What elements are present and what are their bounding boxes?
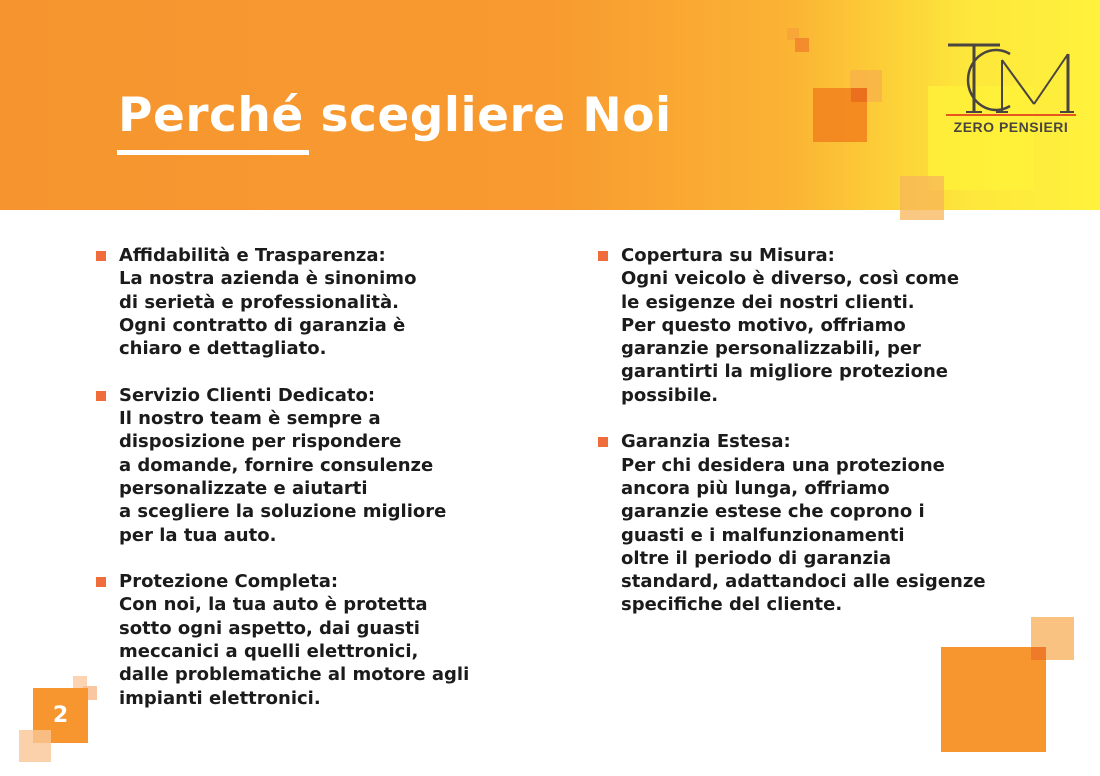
item-title: Copertura su Misura: — [621, 245, 835, 266]
item-text: possibile. — [621, 384, 719, 406]
page-title: Perché scegliere Noi — [118, 88, 672, 143]
item-title: Affidabilità e Trasparenza: — [119, 245, 386, 266]
item-title: Protezione Completa: — [119, 571, 339, 593]
left-column — [96, 244, 516, 733]
right-column — [598, 244, 1028, 640]
decor-square — [900, 176, 944, 220]
item-text: a domande, fornire consulenze — [119, 454, 434, 476]
list-item — [96, 384, 516, 547]
item-text: di serietà e professionalità. — [119, 291, 400, 313]
item-text: sotto ogni aspetto, dai guasti — [119, 617, 420, 639]
list-item — [598, 244, 1028, 407]
page-number: 2 — [52, 703, 69, 728]
item-text: garantirti la migliore protezione — [621, 361, 948, 383]
logo-tagline: ZERO PENSIERI — [953, 119, 1069, 135]
item-text: specifiche del cliente. — [621, 594, 843, 616]
item-text: Il nostro team è sempre a — [119, 408, 381, 430]
item-title: Servizio Clienti Dedicato: — [119, 384, 376, 406]
company-logo — [940, 40, 1080, 140]
item-text: ancora più lunga, offriamo — [621, 477, 890, 499]
item-text: dalle problematiche al motore agli — [119, 664, 470, 686]
item-text: oltre il periodo di garanzia — [621, 547, 892, 569]
decor-square — [795, 38, 809, 52]
decor-square — [851, 88, 867, 102]
item-text: La nostra azienda è sinonimo — [119, 268, 417, 290]
logo-rule — [946, 114, 1076, 116]
item-text: garanzie estese che coprono i — [621, 501, 925, 523]
bullet-square-icon — [598, 437, 608, 447]
decor-square — [941, 647, 1046, 752]
item-text: chiaro e dettagliato. — [119, 338, 327, 360]
item-text: le esigenze dei nostri clienti. — [621, 291, 915, 313]
item-text: a scegliere la soluzione migliore — [119, 501, 447, 523]
list-item — [96, 244, 516, 360]
item-text: meccanici a quelli elettronici, — [119, 641, 419, 663]
list-item — [598, 430, 1028, 616]
list-item — [96, 570, 516, 710]
bullet-square-icon — [96, 577, 106, 587]
item-text: personalizzate e aiutarti — [119, 477, 368, 499]
item-text: Ogni veicolo è diverso, così come — [621, 268, 960, 290]
item-text: impianti elettronici. — [119, 687, 321, 709]
item-text: per la tua auto. — [119, 524, 277, 546]
item-text: Per questo motivo, offriamo — [621, 314, 906, 336]
item-text: Per chi desidera una protezione — [621, 454, 945, 476]
item-text: disposizione per rispondere — [119, 431, 402, 453]
item-text: guasti e i malfunzionamenti — [621, 524, 905, 546]
item-text: Ogni contratto di garanzia è — [119, 314, 406, 336]
decor-square — [1031, 647, 1046, 660]
item-title: Garanzia Estesa: — [621, 431, 791, 453]
bullet-square-icon — [96, 391, 106, 401]
item-text: garanzie personalizzabili, per — [621, 338, 921, 360]
item-text: Con noi, la tua auto è protetta — [119, 594, 428, 616]
logo-monogram-icon — [940, 40, 1080, 120]
title-underline — [117, 150, 309, 155]
bullet-square-icon — [96, 251, 106, 261]
bullet-square-icon — [598, 251, 608, 261]
item-text: standard, adattandoci alle esigenze — [621, 571, 986, 593]
